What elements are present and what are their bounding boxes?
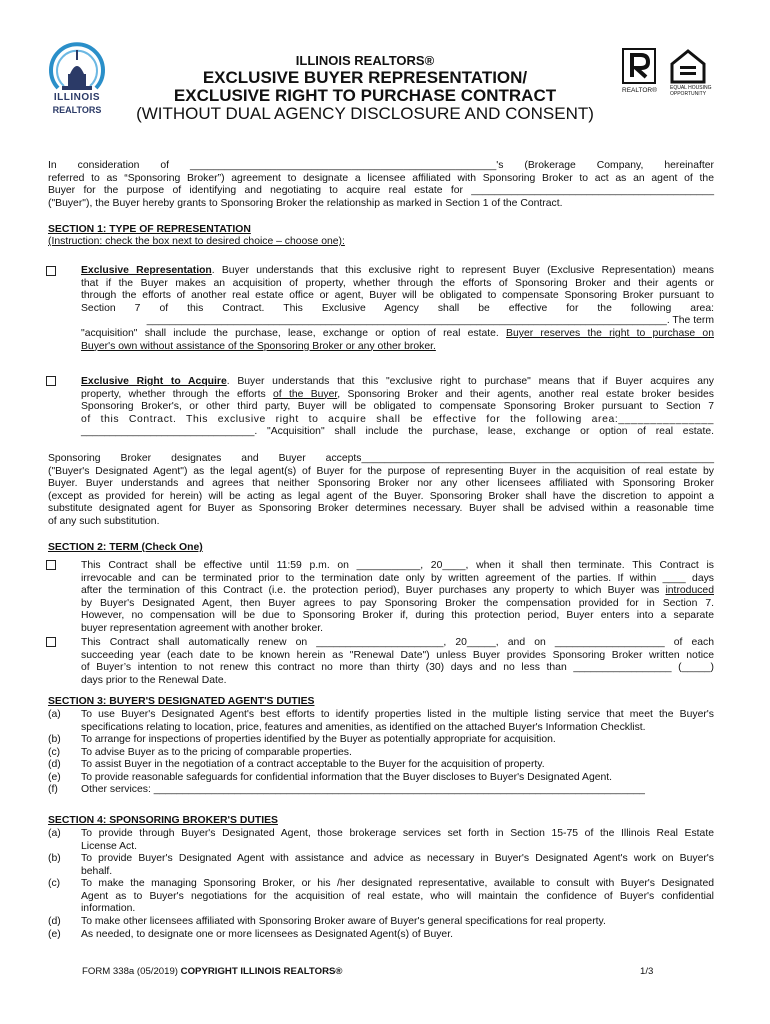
opt1-line-4: Section 7 of this Contract. This Exclusive Agency shall be effective for the following area: [81, 302, 714, 314]
realtor-badge [622, 48, 662, 98]
logo-line2: REALTORS [52, 105, 102, 115]
form-subtitle: (WITHOUT DUAL AGENCY DISCLOSURE AND CONSENT) [136, 104, 594, 123]
list-item [0, 828, 770, 853]
s3b-line-1: To arrange for inspections of properties identified by the Buyer as potentially appropriate for acquisition. [81, 734, 556, 745]
s3a-line-2: specifications relating to location, price, features and amenities, as identified on the attached Buyer's Information Checklist. [81, 721, 646, 733]
intro-line-3: Buyer for the purpose of identifying and negotiating to acquire real estate for __________________________________________ [48, 185, 714, 197]
eho-label: EQUAL HOUSING OPPORTUNITY [670, 85, 712, 97]
designate-line-4: (except as provided for herein) will be acting as legal agent of the Buyer. Sponsoring Broker shall have the discretion to appoint a [48, 490, 714, 502]
list-item [0, 853, 770, 878]
opt1-line-7: Buyer's own without assistance of the Sponsoring Broker or any other broker. [81, 340, 436, 352]
term-renewal-checkbox[interactable] [46, 635, 57, 646]
equal-housing-icon [668, 48, 708, 84]
list-item [0, 772, 770, 785]
term1-line-2: irrevocable and can be terminated prior to the termination date only by written agreement of the parties. If within ____ days [81, 572, 714, 584]
item-index: (a) [48, 709, 61, 720]
opt1-line-1: . Buyer understands that this exclusive right to represent Buyer (Exclusive Representation) means [211, 265, 714, 276]
list-item [0, 784, 770, 797]
item-index: (c) [48, 746, 61, 758]
opt1-line-6a: "acquisition" shall include the purchase, lease, exchange or option of real estate. [81, 327, 507, 339]
section4-heading: SECTION 4: SPONSORING BROKER'S DUTIES [48, 815, 278, 826]
s4a-line-2: License Act. [81, 840, 138, 852]
item-text [81, 878, 714, 916]
item-index: (e) [48, 771, 61, 783]
exclusive-representation-title: Exclusive Representation [81, 265, 212, 276]
list-item [0, 929, 770, 942]
s4d-line-1: To make other licensees affiliated with Sponsoring Broker aware of Buyer's general specifications for real property. [81, 916, 606, 927]
page-number: 1/3 [640, 966, 654, 977]
opt2-line-2b: of the Buyer [273, 388, 338, 400]
list-item [0, 878, 770, 916]
term2-line-4: days prior to the Renewal Date. [81, 674, 227, 686]
s4e-line-1: As needed, to designate one or more licensees as Designated Agent(s) of Buyer. [81, 928, 453, 940]
opt1-line-6b: Buyer reserves the right to purchase on [506, 327, 714, 339]
intro-line-1: In consideration of _____________________________________________________'s (Brokerage Company, hereinafter [48, 160, 714, 171]
s4c-line-1: To make the managing Sponsoring Broker, or his /her designated representative, available to consult with Buyer's Designated [81, 878, 714, 889]
section1-instruction: (Instruction: check the box next to desired choice – choose one): [48, 236, 345, 247]
exclusive-right-title: Exclusive Right to Acquire [81, 376, 227, 387]
exclusive-representation-checkbox[interactable] [46, 264, 57, 275]
term1-line-5: However, no compensation will be due to Sponsoring Broker if, during this protection period, Buyer enters into a separate [81, 610, 714, 622]
term1-line-3b: introduced [665, 585, 714, 597]
form-title-line1: EXCLUSIVE BUYER REPRESENTATION/ [202, 68, 528, 87]
footer-form-number: FORM 338a (05/2019) [82, 966, 181, 977]
item-text [81, 828, 714, 853]
opt2-line-2c: , Sponsoring Broker and their agents, another real estate broker besides [337, 388, 714, 400]
s3d-line-1: To assist Buyer in the negotiation of a contract acceptable to the Buyer for the acquisition of property. [81, 759, 545, 771]
other-services-field[interactable]: Other services: _____________________________________________________________________________________ [81, 784, 645, 796]
designated-agent-paragraph [48, 453, 714, 529]
realtor-r-icon [622, 48, 656, 84]
item-index: (f) [48, 784, 58, 796]
term-renewal-option [81, 637, 714, 687]
designate-line-1: Sponsoring Broker designates and Buyer accepts_____________________________________________________________ [48, 453, 714, 464]
realtor-label: REALTOR® [622, 87, 657, 94]
s4b-line-1: To provide Buyer's Designated Agent with assistance and advice as necessary in Buyer's Designated Agent's work on Buyer's [81, 853, 714, 864]
list-item [0, 747, 770, 760]
exclusive-representation-option [81, 265, 714, 353]
designate-line-3: Buyer. Buyer understands and agrees that neither Sponsoring Broker nor any other licensees affiliated with Sponsoring Broker [48, 478, 714, 490]
term2-line-2: succeeding year (each date to be known herein as "Renewal Date") unless Buyer provides Sponsoring Broker written notice [81, 649, 714, 661]
item-index: (b) [48, 734, 61, 745]
exclusive-right-checkbox[interactable] [46, 374, 57, 385]
logo-line1: ILLINOIS [53, 92, 101, 103]
opt1-line-2: that if the Buyer makes an acquisition of property, whether through the efforts of Sponsoring Broker and their agents or [81, 277, 714, 289]
term1-line-4: by Buyer's Designated Agent, then Buyer agrees to pay Sponsoring Broker the compensation provided for in Section 7. [81, 597, 714, 609]
item-index: (b) [48, 853, 61, 864]
item-index: (d) [48, 916, 61, 927]
form-title-line2: EXCLUSIVE RIGHT TO PURCHASE CONTRACT [173, 86, 557, 105]
exclusive-right-option [81, 376, 714, 439]
section3-heading: SECTION 3: BUYER'S DESIGNATED AGENT'S DUTIES [48, 696, 315, 707]
intro-paragraph [48, 160, 714, 210]
item-index: (c) [48, 878, 61, 889]
item-index: (d) [48, 759, 61, 771]
opt2-line-1: . Buyer understands that this "exclusive right to purchase" means that if Buyer acquires any [226, 376, 714, 387]
section4-list [0, 828, 770, 941]
opt2-line-3: Sponsoring Broker's, or other third party, Buyer will be obligated to compensate Sponsoring Broker pursuant to Section 7 [81, 401, 714, 413]
term1-line-6: buyer representation agreement with another broker. [81, 622, 324, 634]
s3e-line-1: To provide reasonable safeguards for confidential information that the Buyer discloses to Buyer's Designated Agent. [81, 771, 613, 783]
designate-line-5: substitute designated agent for Buyer as Sponsoring Broker determines necessary. Buyer shall be advised within a reasonable time [48, 503, 714, 515]
list-item [0, 734, 770, 747]
footer-form-id [82, 966, 342, 979]
list-item [0, 916, 770, 929]
illinois-realtors-logo [44, 36, 110, 126]
footer-copyright: COPYRIGHT ILLINOIS REALTORS® [180, 966, 343, 977]
intro-line-4: ("Buyer"), the Buyer hereby grants to Sponsoring Broker the relationship as marked in Section 1 of the Contract. [48, 197, 563, 209]
s4a-line-1: To provide through Buyer's Designated Agent, those brokerage services set forth in Section 15-75 of the Illinois Real Estate [81, 828, 714, 839]
section3-list [0, 709, 770, 797]
opt2-line-4: of this Contract. This exclusive right to acquire shall be effective for the following area:_______________ [81, 413, 714, 425]
list-item [0, 709, 770, 734]
opt1-area-blank[interactable]: __________________________________________________________________________________________. The term [146, 315, 714, 327]
intro-line-2: referred to as “Sponsoring Broker”) agreement to designate a licensee affiliated with Sponsoring Broker to act as an agent of the [48, 172, 714, 184]
term2-line-3: of Buyer’s intention to not renew this contract no more than thirty (30) days and no less than _________________ (_____) [81, 662, 714, 674]
s4c-line-3: information. [81, 903, 136, 915]
s3a-line-1: To use Buyer's Designated Agent's best efforts to identify properties listed in the multiple listing service that meet the Buyer's [81, 709, 714, 720]
opt2-line-2a: property, whether through the efforts [81, 388, 274, 400]
s4c-line-2: Agent as to Buyer's negotiations for the acquisition of real estate, who will maintain the confidence of Buyer's confidential [81, 890, 714, 902]
section2-heading: SECTION 2: TERM (Check One) [48, 542, 203, 553]
term1-line-1: This Contract shall be effective until 11:59 p.m. on ___________, 20____, when it shall then terminate. This Contract is [81, 560, 714, 571]
term-fixed-option [81, 560, 714, 636]
s3c-line-1: To advise Buyer as to the pricing of comparable properties. [81, 746, 352, 758]
designate-line-6: of any such substitution. [48, 515, 160, 527]
list-item [0, 759, 770, 772]
designate-line-2: ("Buyer's Designated Agent") as the legal agent(s) of Buyer for the purpose of representing Buyer in the acquisition of real estate by [48, 465, 714, 477]
opt1-line-3: through the efforts of another real estate office or agent, Buyer will be obligated to compensate Sponsoring Broker pursuant to [81, 290, 714, 302]
term2-line-1: This Contract shall automatically renew on ______________________, 20_____, and on ___________________ of each [81, 637, 714, 648]
item-index: (a) [48, 828, 61, 839]
item-index: (e) [48, 928, 61, 940]
eho-badge [668, 48, 716, 100]
item-text [81, 853, 714, 878]
capitol-dome-icon [44, 36, 110, 94]
s4b-line-2: behalf. [81, 865, 113, 877]
term1-line-3a: after the termination of this Contract (i.e. the protection period), Buyer purchases any property to which Buyer was [81, 585, 666, 597]
org-name: ILLINOIS REALTORS® [295, 53, 435, 68]
section1-heading: SECTION 1: TYPE OF REPRESENTATION [48, 224, 251, 235]
term-fixed-checkbox[interactable] [46, 558, 57, 569]
opt2-line-5: ______________________________. "Acquisition" shall include the purchase, lease, exchange or option of real estate. [81, 426, 714, 438]
item-text [81, 709, 714, 734]
